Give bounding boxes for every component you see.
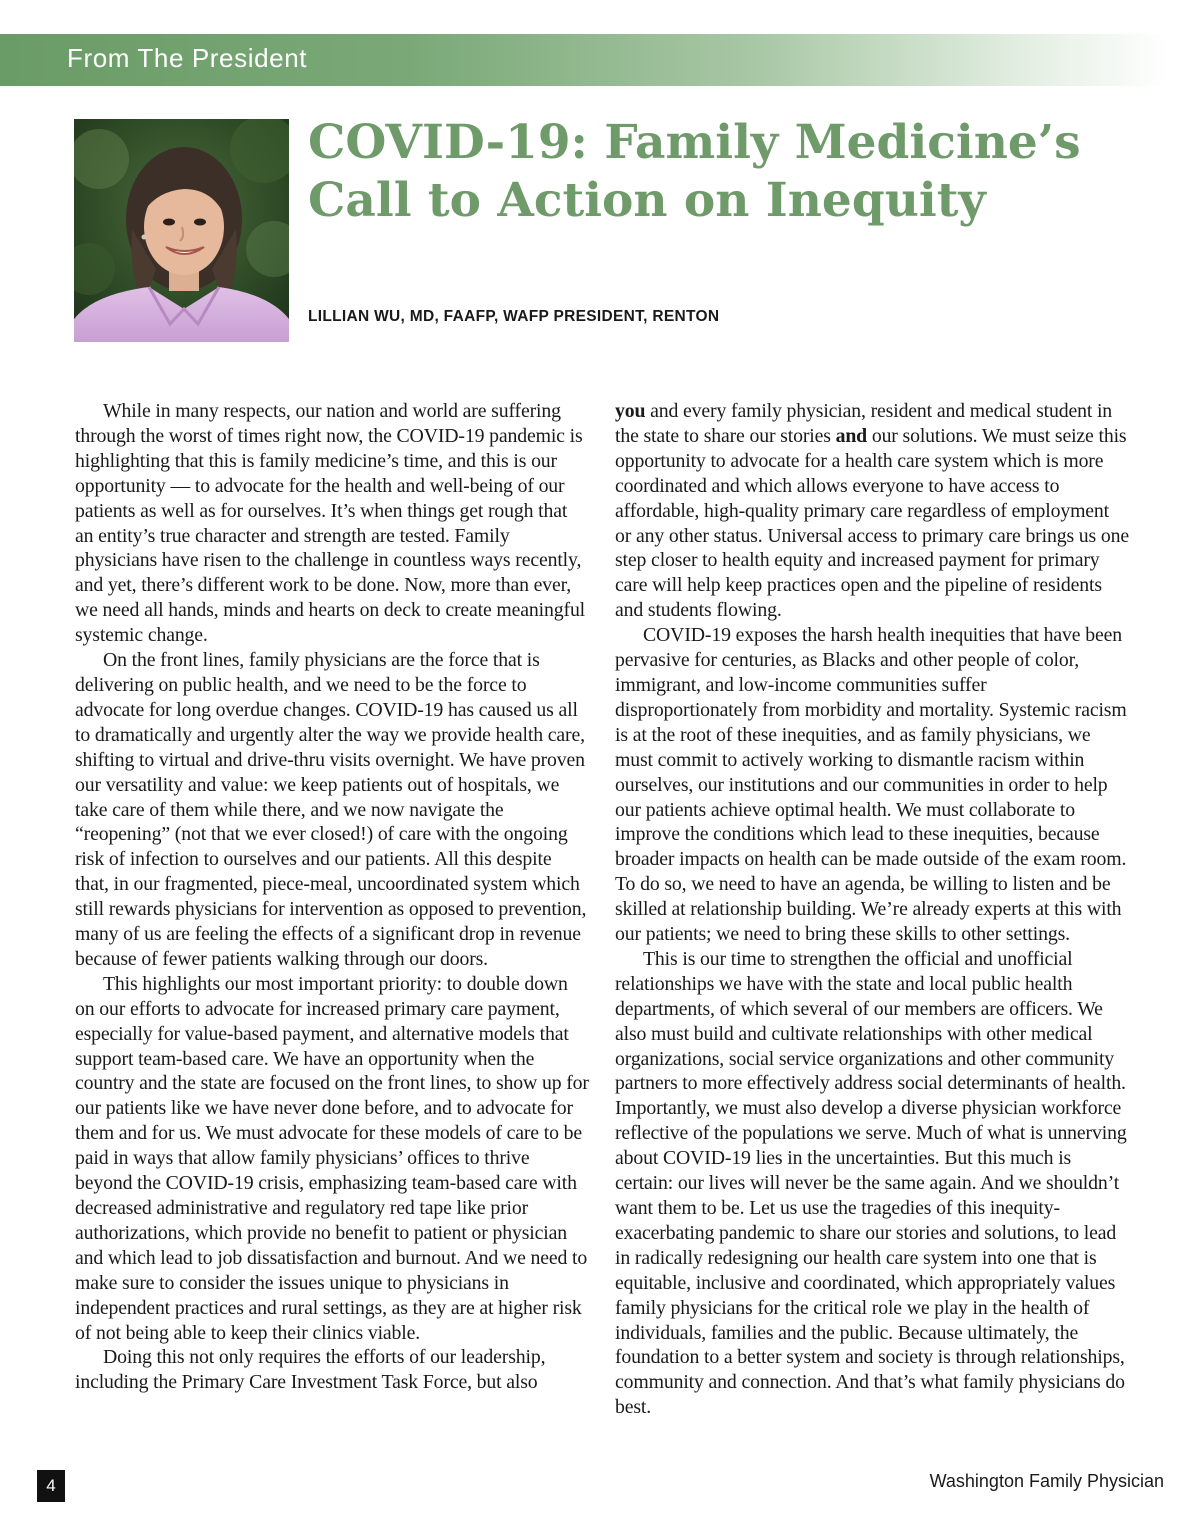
article-column-right: [615, 399, 1129, 1420]
paragraph: This highlights our most important priority: to double down on our efforts to advocate for increased primary care payment, especially for value-based payment, and alternative models that support team-based care. We have an opportunity when the country and the state are focused on the front lines, to show up for our patients like we have never done before, and to advocate for them and for us. We must advocate for these models of care to be paid in ways that allow family physicians’ offices to thrive beyond the COVID-19 crisis, emphasizing team-based care with decreased administrative and regulatory red tape like prior authorizations, which provide no benefit to patient or physician and which lead to job dissatisfaction and burnout. And we need to make sure to consider the issues unique to physicians in independent practices and rural settings, as they are at higher risk of not being able to keep their clinics viable.: [75, 972, 589, 1344]
paragraph-continued: [615, 399, 1129, 623]
article-column-left: [75, 399, 589, 1395]
author-byline: LILLIAN WU, MD, FAAFP, WAFP PRESIDENT, RENTON: [308, 308, 720, 325]
paragraph: While in many respects, our nation and world are suffering through the worst of times right now, the COVID-19 pandemic is highlighting that this is family medicine’s time, and this is our opportunity — to advocate for the health and well-being of our patients as well as for ourselves. It’s when things get rough that an entity’s true character and strength are tested. Family physicians have risen to the challenge in countless ways recently, and yet, there’s different work to be done. Now, more than ever, we need all hands, minds and hearts on deck to create meaningful systemic change.: [75, 400, 586, 647]
paragraph: Doing this not only requires the efforts of our leadership, including the Primary Care Investment Task Force, but also: [75, 1346, 546, 1394]
paragraph: This is our time to strengthen the official and unofficial relationships we have with the state and local public health departments, of which several of our members are officers. We also must build and cultivate relationships with other medical organizations, social service organizations and other community partners to more effectively address social determinants of health. Importantly, we must also develop a diverse physician workforce reflective of the populations we serve. Much of what is unnerving about COVID-19 lies in the uncertainties. But this much is certain: our lives will never be the same again. And we shouldn’t want them to be. Let us use the tragedies of this inequity-exacerbating pandemic to share our stories and solutions, to lead in radically redesigning our health care system into one that is equitable, inclusive and coordinated, which appropriately values family physicians for the critical role we play in the health of individuals, families and the public. Because ultimately, the foundation to a better system and society is through relationships, community and connection. And that’s what family physicians do best.: [615, 947, 1127, 1419]
article-title: [308, 114, 1168, 230]
section-banner: [0, 34, 1170, 86]
title-line-2: Call to Action on Inequity: [308, 173, 986, 228]
title-line-1: COVID-19: Family Medicine’s: [308, 115, 1081, 170]
emphasis-and: and: [835, 424, 868, 447]
author-photo: [74, 119, 289, 342]
section-label: From The President: [67, 43, 308, 73]
page-number: 4: [37, 1470, 65, 1502]
emphasis-you: you: [615, 400, 646, 422]
paragraph-text: and every family physician, resident and medical student in the state to share our stories: [615, 400, 1113, 447]
publication-name: Washington Family Physician: [929, 1471, 1164, 1491]
paragraph: COVID-19 exposes the harsh health inequities that have been pervasive for centuries, as Blacks and other people of color, immigrant, and low-income communities suffer disproportionately from morbidity and mortality. Systemic racism is at the root of these inequities, and as family physicians, we must commit to actively working to dismantle racism within ourselves, our institutions and our communities in order to help our patients achieve optimal health. We must collaborate to improve the conditions which lead to these inequities, because broader impacts on health can be made outside of the exam room. To do so, we need to have an agenda, be willing to listen and be skilled at relationship building. We’re already experts at this with our patients; we need to bring these skills to other settings.: [615, 624, 1127, 946]
paragraph: On the front lines, family physicians are the force that is delivering on public health, and we need to be the force to advocate for long overdue changes. COVID-19 has caused us all to dramatically and urgently alter the way we provide health care, shifting to virtual and drive-thru visits overnight. We have proven our versatility and value: we keep patients out of hospitals, we take care of them while there, and we now navigate the “reopening” (not that we ever closed!) of care with the ongoing risk of infection to ourselves and our patients. All this despite that, in our fragmented, piece-meal, uncoordinated system which still rewards physicians for intervention as opposed to prevention, many of us are feeling the effects of a significant drop in revenue because of fewer patients walking through our doors.: [75, 649, 587, 970]
paragraph-text: our solutions. We must seize this opportunity to advocate for a health care system which is more coordinated and which allows everyone to have access to affordable, high-quality primary care regardless of employment or any other status. Universal access to primary care brings us one step closer to health equity and increased payment for primary care will help keep practices open and the pipeline of residents and students flowing.: [615, 424, 1129, 622]
